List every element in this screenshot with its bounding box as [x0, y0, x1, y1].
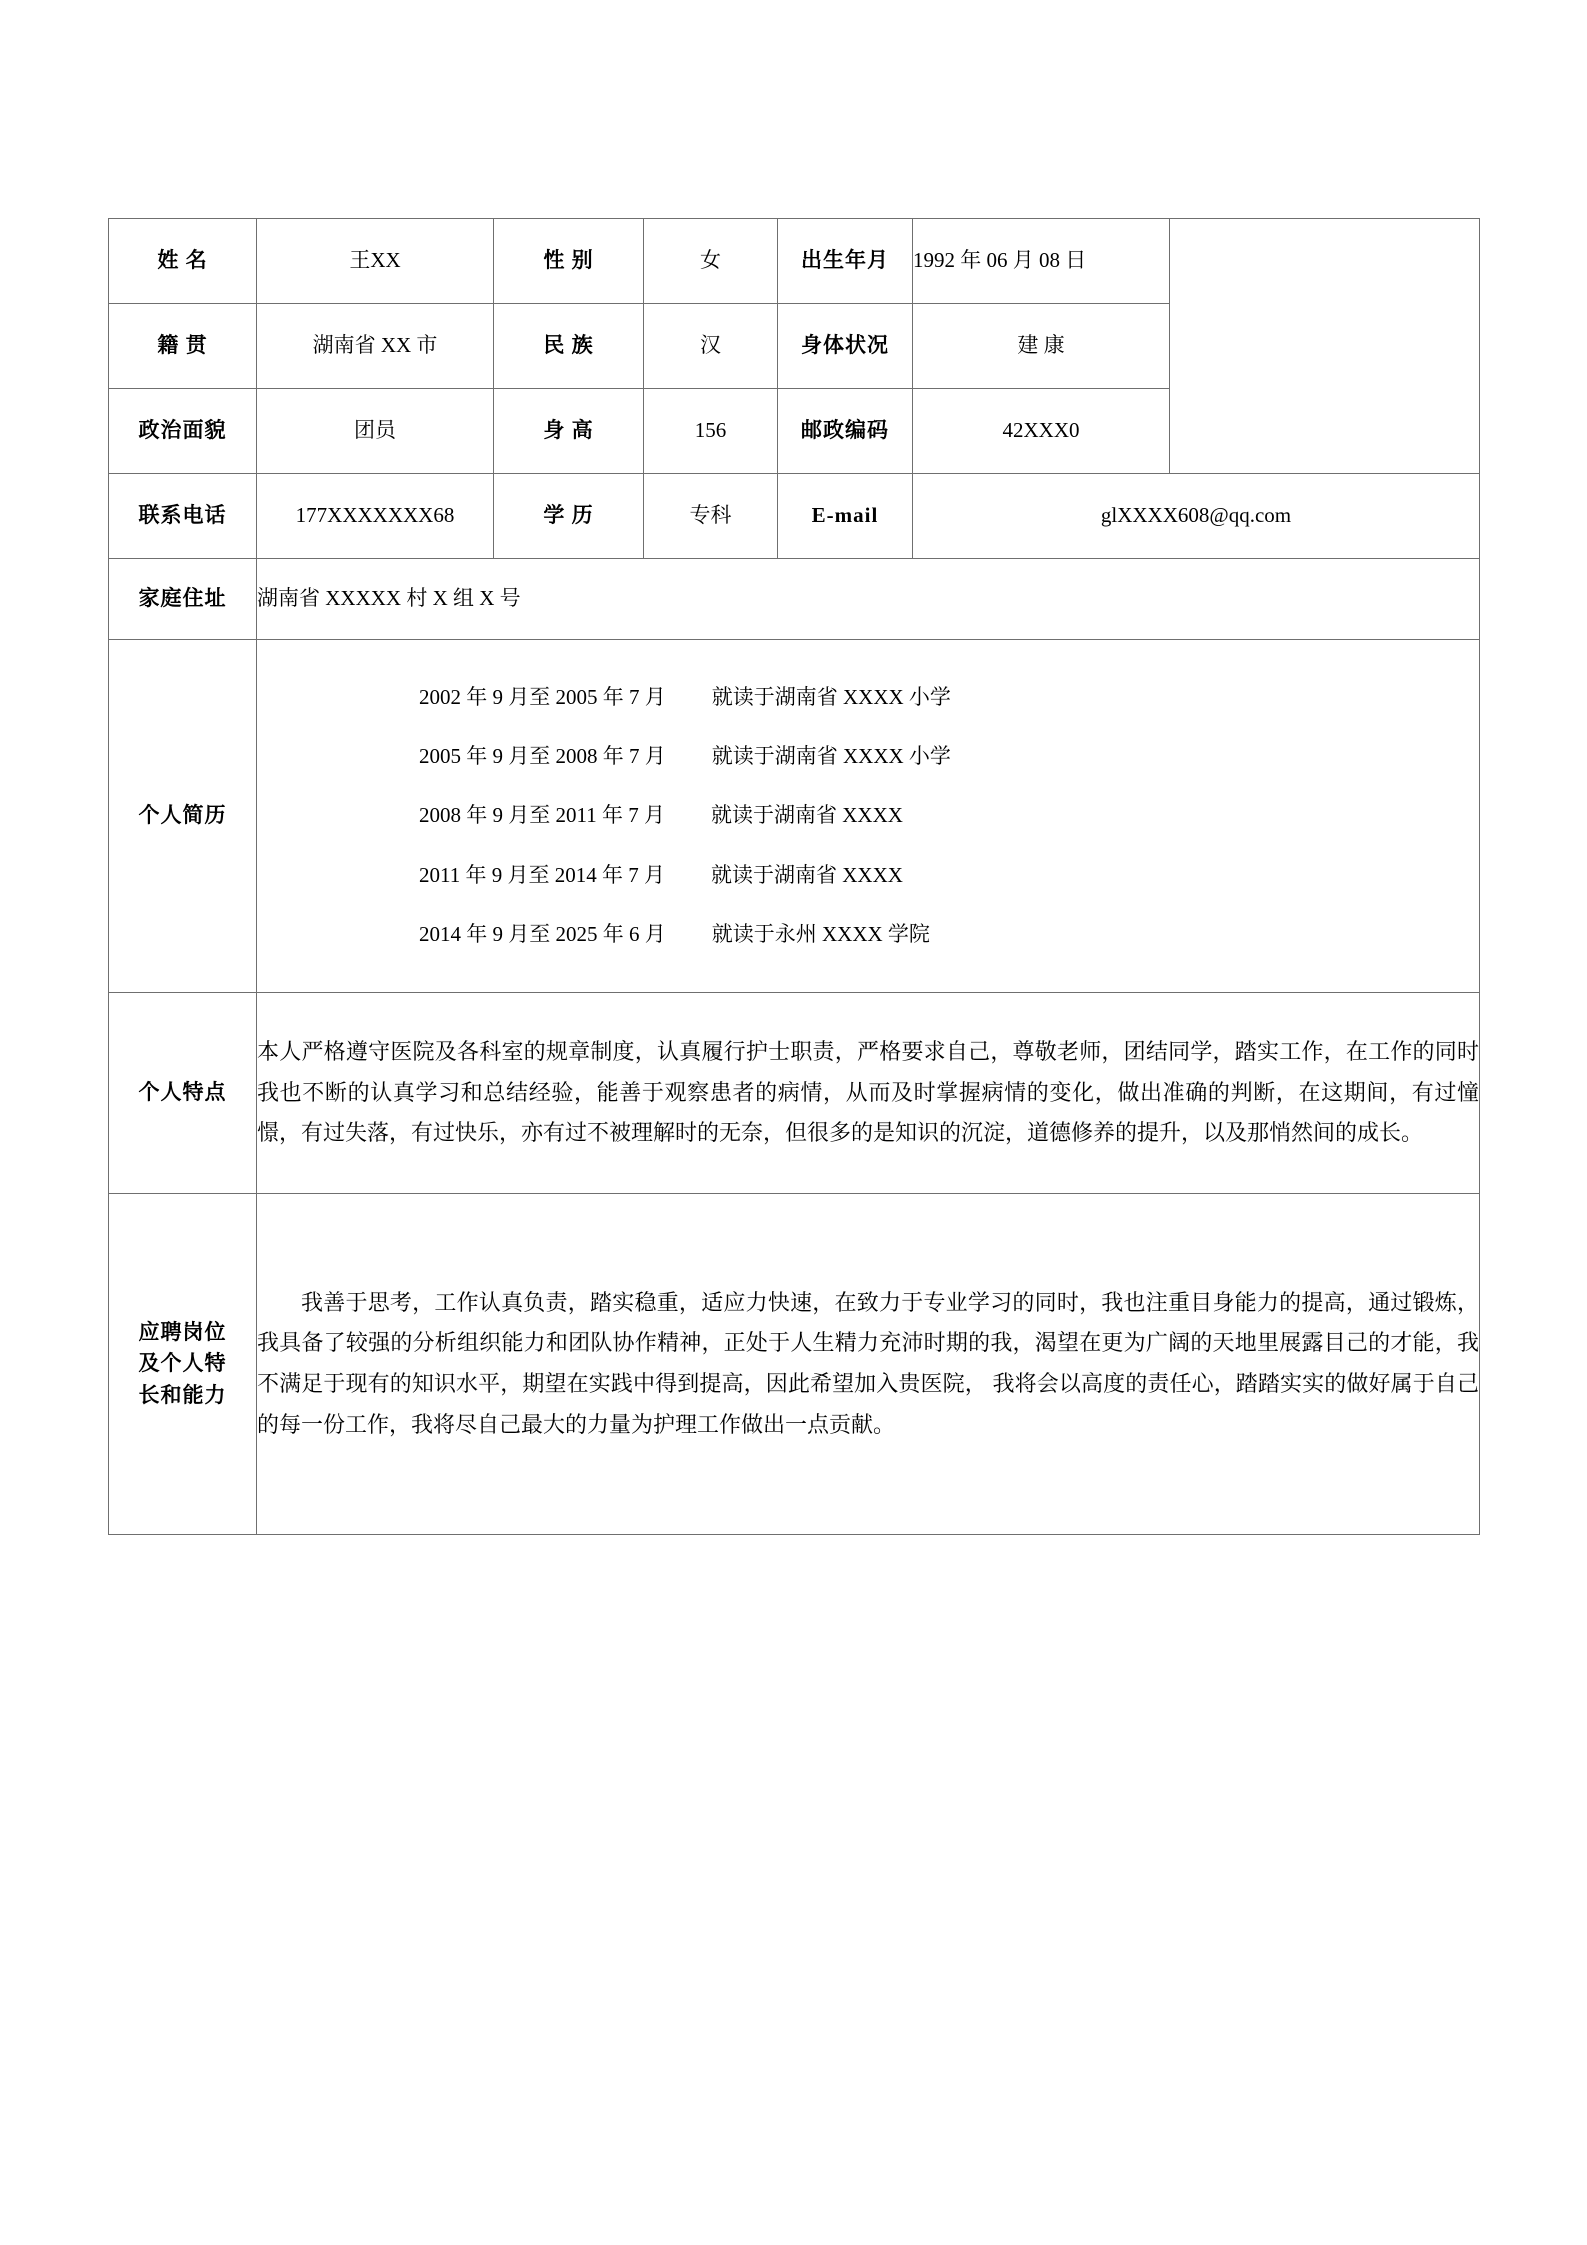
table-row [109, 993, 1480, 1194]
phone-value: 177XXXXXXX68 [257, 474, 494, 559]
email-value: glXXXX608@qq.com [913, 474, 1480, 559]
resume-list [257, 685, 1479, 947]
traits-section-label: 个人特点 [109, 993, 257, 1194]
resume-item-school: 就读于湖南省 XXXX [710, 803, 903, 828]
table-row [109, 559, 1480, 640]
position-section-label [109, 1194, 257, 1535]
email-label: E-mail [778, 474, 913, 559]
birth-value: 1992 年 06 月 08 日 [913, 219, 1170, 304]
education-value: 专科 [644, 474, 778, 559]
position-label-line-2: 及个人特 [138, 1351, 227, 1376]
resume-item-period: 2002 年 9 月至 2005 年 7 月 [419, 685, 666, 710]
name-value: 王XX [257, 219, 494, 304]
table-row [109, 1194, 1480, 1535]
list-item [257, 922, 1479, 947]
phone-label: 联系电话 [109, 474, 257, 559]
photo-cell [1170, 219, 1480, 474]
ethnicity-label: 民 族 [494, 304, 644, 389]
resume-item-school: 就读于湖南省 XXXX [710, 862, 903, 887]
resume-section-label: 个人简历 [109, 640, 257, 993]
political-status-value: 团员 [257, 389, 494, 474]
health-label: 身体状况 [778, 304, 913, 389]
address-label: 家庭住址 [109, 559, 257, 640]
position-text: 我善于思考，工作认真负责，踏实稳重，适应力快速，在致力于专业学习的同时，我也注重目身能力的提高，通过锻炼，我具备了较强的分析组织能力和团队协作精神，正处于人生精力充沛时期的我，渴望在更为广阔的天地里展露目己的才能，我不满足于现有的知识水平，期望在实践中得到提高，因此希望加入贵医院， 我将会以高度的责任心，踏踏实实的做好属于自己的每一份工作，我将尽自己最大的力量为护理工作做出一点贡献。 [257, 1289, 1479, 1437]
table-row [109, 640, 1480, 993]
resume-item-period: 2011 年 9 月至 2014 年 7 月 [419, 862, 665, 887]
table-row [109, 219, 1480, 304]
birth-label: 出生年月 [778, 219, 913, 304]
list-item [257, 744, 1479, 769]
address-value: 湖南省 XXXXX 村 X 组 X 号 [257, 559, 1480, 640]
position-label-line-3: 长和能力 [138, 1382, 227, 1407]
gender-value: 女 [644, 219, 778, 304]
native-place-value: 湖南省 XX 市 [257, 304, 494, 389]
position-label-line-1: 应聘岗位 [138, 1319, 227, 1344]
education-label: 学 历 [494, 474, 644, 559]
resume-section-content [257, 640, 1480, 993]
postcode-value: 42XXX0 [913, 389, 1170, 474]
list-item [257, 685, 1479, 710]
native-place-label: 籍 贯 [109, 304, 257, 389]
name-label: 姓 名 [109, 219, 257, 304]
traits-text: 本人严格遵守医院及各科室的规章制度，认真履行护士职责，严格要求自己，尊敬老师，团结同学，踏实工作，在工作的同时我也不断的认真学习和总结经验，能善于观察患者的病情，从而及时掌握病情的变化，做出准确的判断，在这期间，有过憧憬，有过失落，有过快乐，亦有过不被理解时的无奈，但很多的是知识的沉淀，道德修养的提升，以及那悄然间的成长。 [257, 1038, 1479, 1146]
resume-item-school: 就读于湖南省 XXXX 小学 [711, 685, 951, 710]
table-row [109, 474, 1480, 559]
resume-item-period: 2014 年 9 月至 2025 年 6 月 [419, 921, 666, 946]
political-status-label: 政治面貌 [109, 389, 257, 474]
postcode-label: 邮政编码 [778, 389, 913, 474]
traits-section-content [257, 993, 1480, 1194]
resume-item-school: 就读于永州 XXXX 学院 [711, 921, 930, 946]
health-value: 建 康 [913, 304, 1170, 389]
list-item [257, 803, 1479, 828]
height-value: 156 [644, 389, 778, 474]
height-label: 身 高 [494, 389, 644, 474]
position-section-content [257, 1194, 1480, 1535]
resume-item-period: 2008 年 9 月至 2011 年 7 月 [419, 803, 665, 828]
list-item [257, 863, 1479, 888]
resume-item-school: 就读于湖南省 XXXX 小学 [711, 744, 951, 769]
resume-table [108, 218, 1480, 1535]
resume-item-period: 2005 年 9 月至 2008 年 7 月 [419, 744, 666, 769]
ethnicity-value: 汉 [644, 304, 778, 389]
gender-label: 性 别 [494, 219, 644, 304]
